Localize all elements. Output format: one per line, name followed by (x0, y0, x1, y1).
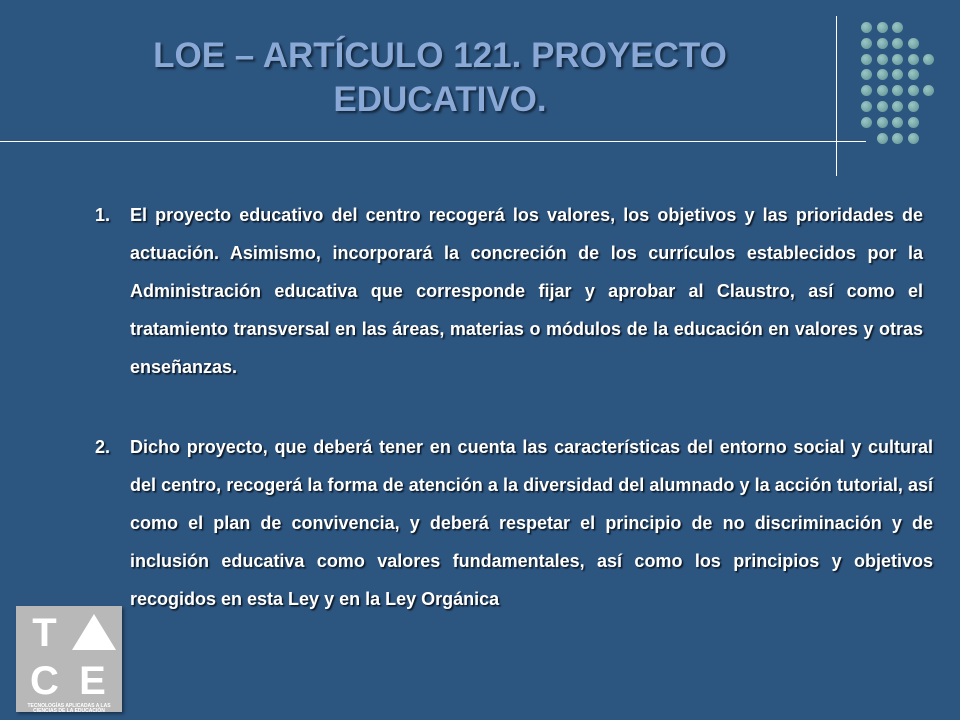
dot-icon (877, 22, 888, 33)
dot-icon (877, 133, 888, 144)
dot-icon (892, 85, 903, 96)
dot-icon (877, 101, 888, 112)
logo-tagline: TECNOLOGÍAS APLICADAS A LAS CIENCIAS DE LA EDUCACIÓN (27, 703, 111, 714)
dot-icon (892, 69, 903, 80)
dot-icon (908, 117, 919, 128)
paragraph-1-text: El proyecto educativo del centro recogerá los valores, los objetivos y las prioridades de actuación. Asimismo, incorporará la concreción de los currículos establecidos por la Administración educativa que corresponde fijar y aprobar al Claustro, así como el tratamiento transversal en las áreas, materias o módulos de la educación en valores y otras enseñanzas. (130, 205, 923, 377)
dot-icon (877, 54, 888, 65)
dot-icon (908, 101, 919, 112)
dot-icon (892, 101, 903, 112)
dot-icon (861, 85, 872, 96)
paragraph-1 (95, 196, 923, 386)
dot-icon (908, 38, 919, 49)
logo-letter-e: E (79, 659, 106, 703)
dot-icon (861, 22, 872, 33)
dot-icon (923, 54, 934, 65)
paragraph-1-number: 1. (95, 205, 111, 225)
dot-icon (892, 133, 903, 144)
paragraph-2-text: Dicho proyecto, que deberá tener en cuenta las características del entorno social y cultural del centro, recogerá la forma de atención a la diversidad del alumnado y la acción tutorial, así como el plan de convivencia, y deberá respetar el principio de no discriminación y de inclusión educativa como valores fundamentales, así como los principios y objetivos recogidos en esta Ley y en la Ley Orgánica (130, 437, 933, 609)
dot-icon (923, 85, 934, 96)
horizontal-divider (0, 141, 866, 142)
paragraph-2-number: 2. (95, 437, 111, 457)
dot-icon (877, 69, 888, 80)
dot-icon (908, 133, 919, 144)
logo-letter-t: T (32, 611, 57, 655)
dot-icon (908, 54, 919, 65)
dot-icon (861, 117, 872, 128)
dot-icon (861, 101, 872, 112)
dot-icon (892, 38, 903, 49)
dot-icon (877, 38, 888, 49)
tace-logo (16, 606, 122, 712)
dot-icon (877, 85, 888, 96)
dot-icon (892, 54, 903, 65)
logo-triangle-icon (72, 614, 116, 650)
dot-icon (908, 69, 919, 80)
dot-icon (892, 22, 903, 33)
dot-icon (908, 85, 919, 96)
dot-icon (892, 117, 903, 128)
slide-title: LOE – ARTÍCULO 121. PROYECTO EDUCATIVO. (153, 36, 727, 119)
dot-icon (861, 54, 872, 65)
dot-icon (861, 69, 872, 80)
vertical-divider (836, 16, 837, 176)
logo-letter-c: C (30, 659, 59, 703)
paragraph-2 (95, 428, 933, 618)
dot-icon (861, 38, 872, 49)
dot-icon (877, 117, 888, 128)
